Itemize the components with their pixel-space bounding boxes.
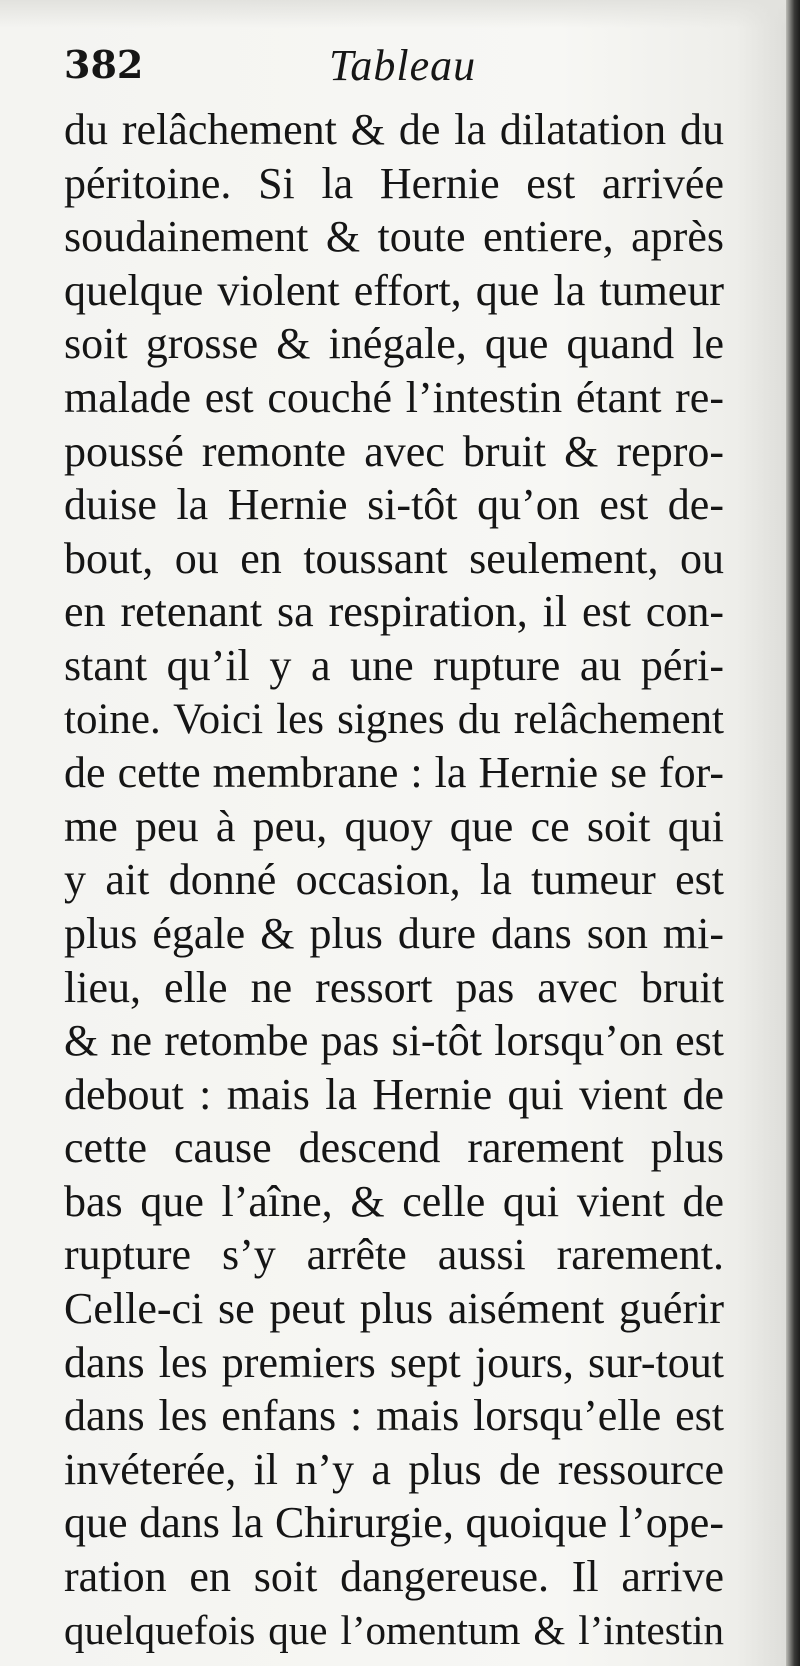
text-line: toine. Voici les signes du relâchement xyxy=(64,695,724,743)
page-header xyxy=(64,36,714,106)
text-line: de cette membrane : la Hernie se for- xyxy=(64,748,724,798)
text-line: lieu, elle ne ressort pas avec bruit xyxy=(64,962,724,1012)
text-line: soit grosse & inégale, que quand le xyxy=(64,319,724,369)
text-line: péritoine. Si la Hernie est arrivée xyxy=(64,158,724,208)
body-text xyxy=(64,103,724,1657)
text-line: quelque violent effort, que la tumeur xyxy=(64,265,724,315)
page-binding-edge xyxy=(786,0,800,1666)
text-line: bas que l’aîne, & celle qui vient de xyxy=(64,1176,724,1226)
text-line: poussé remonte avec bruit & repro- xyxy=(64,426,724,476)
page-top-shadow xyxy=(0,0,800,28)
text-line: plus égale & plus dure dans son mi- xyxy=(64,908,724,958)
text-line: invéterée, il n’y a plus de ressource xyxy=(64,1444,724,1494)
text-line: du relâchement & de la dilatation du xyxy=(64,105,724,154)
text-line: rupture s’y arrête aussi rarement. xyxy=(64,1230,724,1280)
page-number: 382 xyxy=(64,42,144,87)
text-line: y ait donné occasion, la tumeur est xyxy=(64,855,724,905)
running-title: Tableau xyxy=(329,41,477,90)
text-line: dans les premiers sept jours, sur-tout xyxy=(64,1337,724,1387)
text-line: dans les enfans : mais lorsqu’elle est xyxy=(64,1391,724,1441)
text-line: ration en soit dangereuse. Il arrive xyxy=(64,1552,724,1602)
text-line: & ne retombe pas si-tôt lorsqu’on est xyxy=(64,1016,724,1066)
text-line: soudainement & toute entiere, après xyxy=(64,212,724,262)
text-line: malade est couché l’intestin étant re- xyxy=(64,372,724,422)
text-line: stant qu’il y a une rupture au péri- xyxy=(64,640,724,690)
text-line: bout, ou en toussant seulement, ou xyxy=(64,533,724,583)
text-line: Celle-ci se peut plus aisément guérir xyxy=(64,1284,724,1334)
text-line: quelquefois que l’omentum & l’intestin xyxy=(64,1606,724,1653)
text-line: que dans la Chirurgie, quoique l’ope- xyxy=(64,1498,724,1548)
text-line: duise la Hernie si-tôt qu’on est de- xyxy=(64,480,724,530)
text-line: cette cause descend rarement plus xyxy=(64,1123,724,1173)
text-line: en retenant sa respiration, il est con- xyxy=(64,587,724,637)
text-line: me peu à peu, quoy que ce soit qui xyxy=(64,801,724,851)
text-line: debout : mais la Hernie qui vient de xyxy=(64,1069,724,1119)
